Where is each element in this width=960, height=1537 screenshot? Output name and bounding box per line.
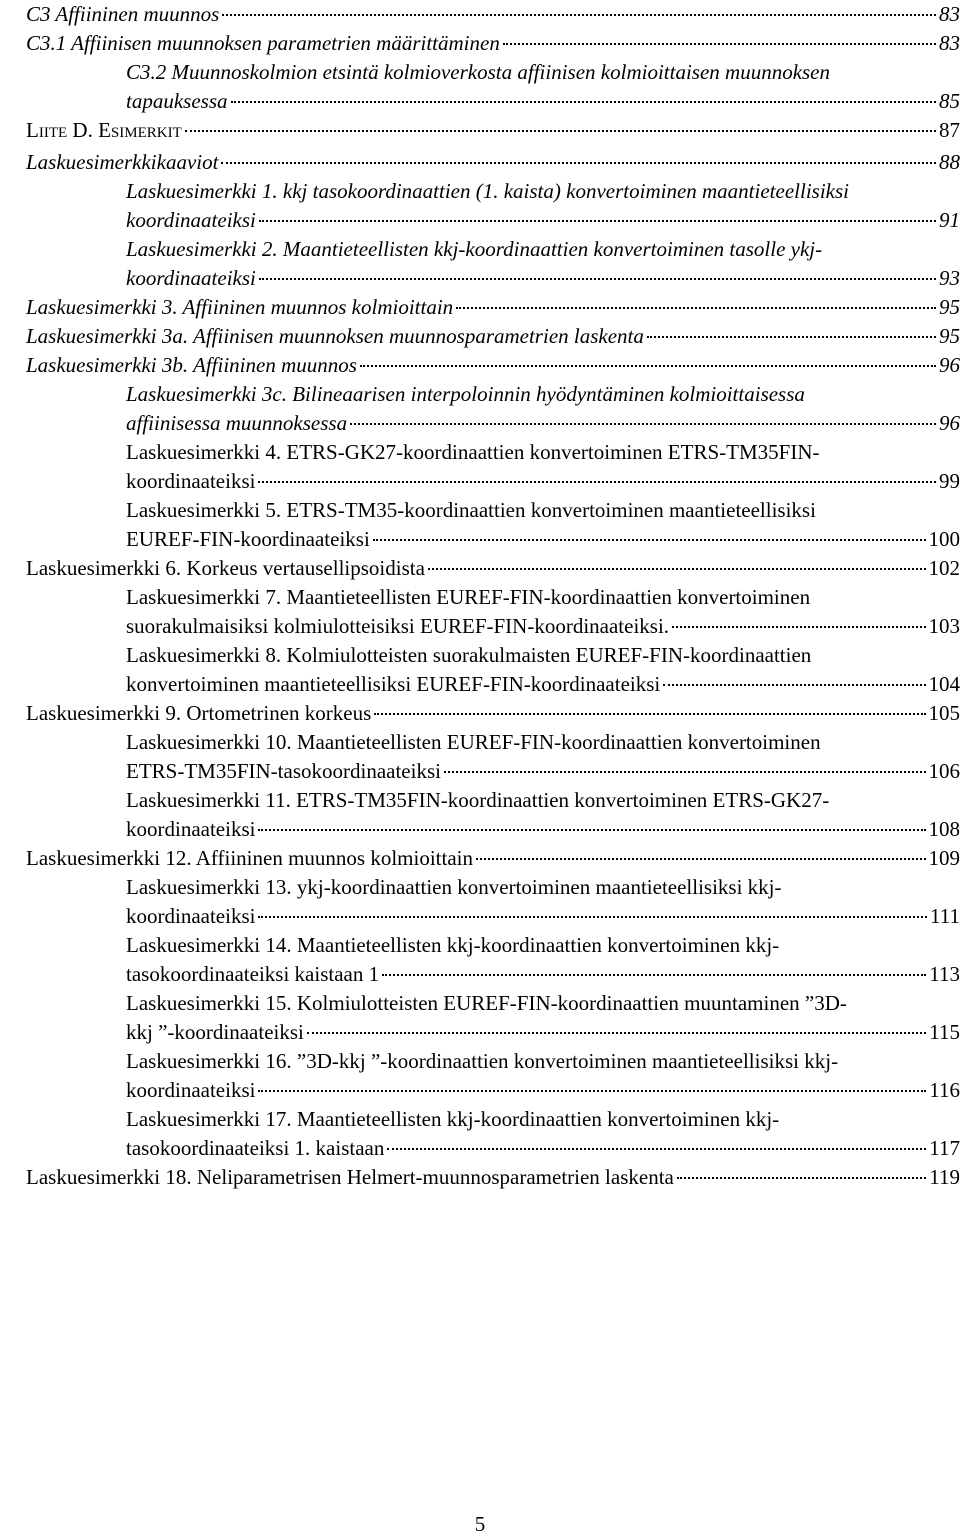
toc-entry-title: EUREF-FIN-koordinaateiksi xyxy=(126,527,370,551)
toc-entry[interactable] xyxy=(26,873,960,931)
toc-entry-page: 87 xyxy=(939,118,960,142)
dot-leader xyxy=(373,539,926,541)
toc-entry-title-line: Laskuesimerkki 5. ETRS-TM35-koordinaattien konvertoiminen maantieteellisiksi xyxy=(126,498,816,522)
dot-leader xyxy=(360,365,936,367)
toc-entry-title: koordinaateiksi xyxy=(126,208,256,232)
toc-entry-title: tasokoordinaateiksi 1. kaistaan xyxy=(126,1136,385,1160)
dot-leader xyxy=(350,423,936,425)
toc-entry-title-line: Laskuesimerkki 16. ”3D-kkj ”-koordinaattien konvertoiminen maantieteellisiksi kkj- xyxy=(126,1049,839,1073)
toc-entry[interactable] xyxy=(26,58,960,116)
toc-entry[interactable] xyxy=(26,931,960,989)
toc-entry-title: C3.1 Affiinisen muunnoksen parametrien määrittäminen xyxy=(26,31,500,55)
dot-leader xyxy=(387,1148,926,1150)
dot-leader xyxy=(258,829,925,831)
toc-entry-title-line: Laskuesimerkki 14. Maantieteellisten kkj-koordinaattien konvertoiminen kkj- xyxy=(126,933,780,957)
toc-entry[interactable] xyxy=(26,844,960,873)
toc-entry[interactable] xyxy=(26,177,960,235)
dot-leader xyxy=(259,278,936,280)
dot-leader xyxy=(672,626,925,628)
toc-entry[interactable] xyxy=(26,583,960,641)
toc-entry-title-line: Laskuesimerkki 1. kkj tasokoordinaattien (1. kaista) konvertoiminen maantieteellisiksi xyxy=(126,179,849,203)
toc-entry[interactable] xyxy=(26,351,960,380)
toc-entry-title: Laskuesimerkki 3a. Affiinisen muunnoksen muunnosparametrien laskenta xyxy=(26,324,644,348)
toc-entry-title: konvertoiminen maantieteellisiksi EUREF-FIN-koordinaateiksi xyxy=(126,672,661,696)
toc-entry[interactable] xyxy=(26,554,960,583)
toc-entry-page: 119 xyxy=(929,1165,960,1189)
toc-entry-title-line: Laskuesimerkki 11. ETRS-TM35FIN-koordinaattien konvertoiminen ETRS-GK27- xyxy=(126,788,830,812)
toc-entry-title: koordinaateiksi xyxy=(126,469,256,493)
toc-entry[interactable] xyxy=(26,699,960,728)
toc-entry-title-line: Laskuesimerkki 2. Maantieteellisten kkj-koordinaattien konvertoiminen tasolle ykj- xyxy=(126,237,823,261)
toc-entry-page: 95 xyxy=(939,324,960,348)
dot-leader xyxy=(663,684,925,686)
toc-entry-page: 103 xyxy=(928,614,960,638)
dot-leader xyxy=(476,858,926,860)
page-number: 5 xyxy=(474,1512,486,1536)
toc-entry-title: affiinisessa muunnoksessa xyxy=(126,411,348,435)
toc-entry-page: 93 xyxy=(939,266,960,290)
dot-leader xyxy=(258,916,927,918)
toc-entry-title-line: Laskuesimerkki 10. Maantieteellisten EUREF-FIN-koordinaattien konvertoiminen xyxy=(126,730,821,754)
toc-entry-title: Laskuesimerkki 12. Affiininen muunnos kolmioittain xyxy=(26,846,473,870)
toc-entry-title: koordinaateiksi xyxy=(126,817,256,841)
toc-entry-title-line: Laskuesimerkki 7. Maantieteellisten EUREF-FIN-koordinaattien konvertoiminen xyxy=(126,585,811,609)
toc-entry-page: 108 xyxy=(928,817,960,841)
toc-entry-page: 100 xyxy=(928,527,960,551)
toc-entry[interactable] xyxy=(26,786,960,844)
toc-entry-title: suorakulmaisiksi kolmiulotteisiksi EUREF-FIN-koordinaateiksi. xyxy=(126,614,670,638)
toc-entry-title: koordinaateiksi xyxy=(126,266,256,290)
toc-entry-page: 88 xyxy=(939,150,960,174)
dot-leader xyxy=(185,130,936,132)
toc-entry[interactable] xyxy=(26,989,960,1047)
toc-entry-title: ETRS-TM35FIN-tasokoordinaateiksi xyxy=(126,759,441,783)
dot-leader xyxy=(677,1177,926,1179)
toc-entry-title: Laskuesimerkki 6. Korkeus vertausellipsoidista xyxy=(26,556,425,580)
toc-entry[interactable] xyxy=(26,148,960,177)
toc-entry-title: tasokoordinaateiksi kaistaan 1 xyxy=(126,962,380,986)
dot-leader xyxy=(221,162,936,164)
toc-entry-title: kkj ”-koordinaateiksi xyxy=(126,1020,304,1044)
dot-leader xyxy=(222,14,936,16)
toc-entry-page: 83 xyxy=(939,31,960,55)
toc-entry[interactable] xyxy=(26,235,960,293)
toc-entry[interactable] xyxy=(26,728,960,786)
toc-entry[interactable] xyxy=(26,0,960,29)
toc-entry-title: Laskuesimerkki 9. Ortometrinen korkeus xyxy=(26,701,372,725)
dot-leader xyxy=(231,101,937,103)
toc-entry-title: Laskuesimerkki 3b. Affiininen muunnos xyxy=(26,353,357,377)
dot-leader xyxy=(259,220,936,222)
toc-entry-page: 99 xyxy=(939,469,960,493)
toc-entry-page: 102 xyxy=(928,556,960,580)
toc-entry-title-line: Laskuesimerkki 8. Kolmiulotteisten suorakulmaisten EUREF-FIN-koordinaattien xyxy=(126,643,812,667)
dot-leader xyxy=(456,307,936,309)
toc-entry[interactable] xyxy=(26,322,960,351)
toc-entry-page: 85 xyxy=(939,89,960,113)
toc-entry[interactable] xyxy=(26,496,960,554)
dot-leader xyxy=(374,713,925,715)
toc-entry-title-line: Laskuesimerkki 4. ETRS-GK27-koordinaattien konvertoiminen ETRS-TM35FIN- xyxy=(126,440,820,464)
toc-entry-title: Laskuesimerkki 18. Neliparametrisen Helmert-muunnosparametrien laskenta xyxy=(26,1165,674,1189)
toc-entry[interactable] xyxy=(26,438,960,496)
toc-entry-page: 91 xyxy=(939,208,960,232)
toc-entry-title: koordinaateiksi xyxy=(126,1078,256,1102)
toc-entry-title: Laskuesimerkkikaaviot xyxy=(26,150,219,174)
toc-entry-page: 83 xyxy=(939,2,960,26)
dot-leader xyxy=(444,771,926,773)
toc-entry-title-line: Laskuesimerkki 3c. Bilineaarisen interpoloinnin hyödyntäminen kolmioittaisessa xyxy=(126,382,805,406)
toc-entry-page: 95 xyxy=(939,295,960,319)
toc-entry-title-line: Laskuesimerkki 13. ykj-koordinaattien konvertoiminen maantieteellisiksi kkj- xyxy=(126,875,782,899)
toc-entry-page: 96 xyxy=(939,411,960,435)
toc-entry-page: 111 xyxy=(930,904,960,928)
dot-leader xyxy=(647,336,936,338)
toc-entry-title: tapauksessa xyxy=(126,89,228,113)
toc-entry-title: C3 Affiininen muunnos xyxy=(26,2,220,26)
dot-leader xyxy=(503,43,936,45)
toc-entry-title-line: Laskuesimerkki 17. Maantieteellisten kkj-koordinaattien konvertoiminen kkj- xyxy=(126,1107,780,1131)
dot-leader xyxy=(307,1032,926,1034)
toc-entry-page: 117 xyxy=(929,1136,960,1160)
toc-entry-page: 115 xyxy=(929,1020,960,1044)
toc-entry-title-line: Laskuesimerkki 15. Kolmiulotteisten EUREF-FIN-koordinaattien muuntaminen ”3D- xyxy=(126,991,847,1015)
toc-entry-page: 113 xyxy=(929,962,960,986)
toc-entry-page: 109 xyxy=(928,846,960,870)
dot-leader xyxy=(428,568,926,570)
table-of-contents xyxy=(26,0,960,1192)
toc-entry-title: koordinaateiksi xyxy=(126,904,256,928)
toc-entry[interactable] xyxy=(26,1163,960,1192)
toc-entry-page: 104 xyxy=(928,672,960,696)
toc-entry-page: 116 xyxy=(929,1078,960,1102)
toc-entry-title: LIITE D. ESIMERKIT xyxy=(26,118,182,142)
dot-leader xyxy=(258,481,936,483)
toc-entry[interactable] xyxy=(26,1047,960,1105)
toc-entry[interactable] xyxy=(26,380,960,438)
dot-leader xyxy=(258,1090,926,1092)
toc-entry[interactable] xyxy=(26,29,960,58)
toc-entry[interactable] xyxy=(26,116,960,148)
toc-entry[interactable] xyxy=(26,293,960,322)
toc-entry-title: Laskuesimerkki 3. Affiininen muunnos kolmioittain xyxy=(26,295,454,319)
toc-entry-title-line: C3.2 Muunnoskolmion etsintä kolmioverkosta affiinisen kolmioittaisen muunnoksen xyxy=(126,60,831,84)
toc-entry[interactable] xyxy=(26,1105,960,1163)
toc-entry-page: 96 xyxy=(939,353,960,377)
toc-entry-page: 105 xyxy=(928,701,960,725)
toc-entry[interactable] xyxy=(26,641,960,699)
toc-entry-page: 106 xyxy=(928,759,960,783)
dot-leader xyxy=(382,974,926,976)
